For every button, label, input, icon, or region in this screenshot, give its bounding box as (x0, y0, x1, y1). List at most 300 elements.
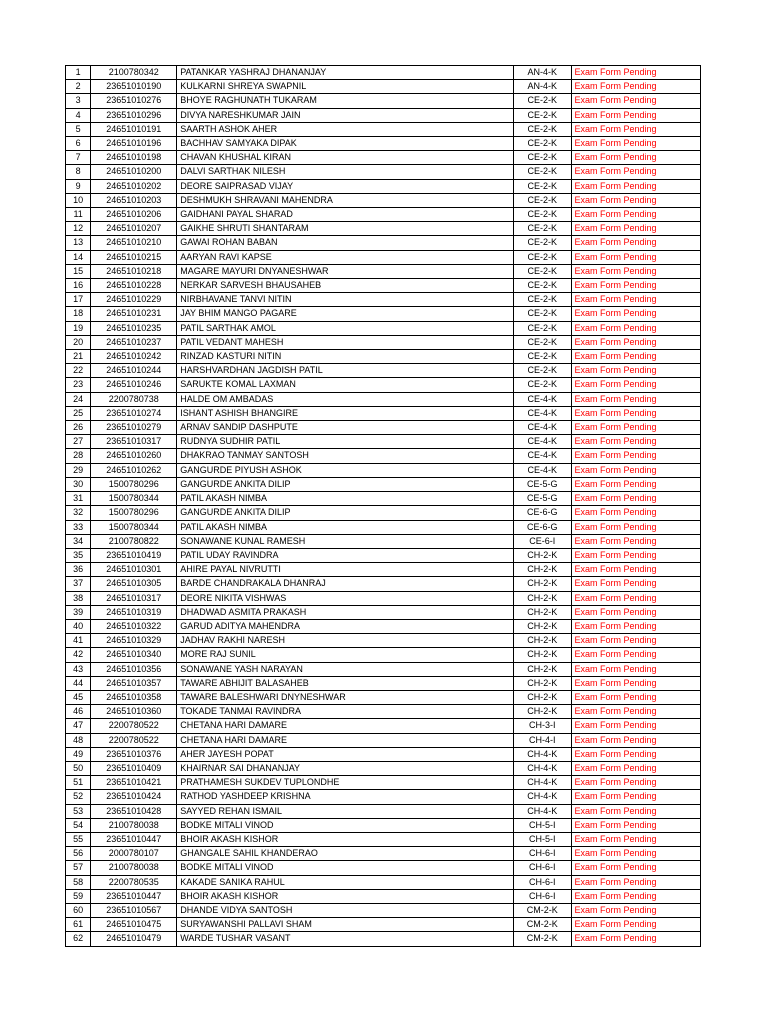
course-code-cell: CE-2-K (513, 165, 571, 179)
table-row (66, 790, 701, 804)
exam-status-cell: Exam Form Pending (571, 477, 700, 491)
enrollment-number-cell: 23651010317 (91, 435, 177, 449)
student-name-cell: DHADWAD ASMITA PRAKASH (177, 605, 514, 619)
serial-number-cell: 3 (66, 94, 91, 108)
enrollment-number-cell: 1500780344 (91, 520, 177, 534)
enrollment-number-cell: 24651010305 (91, 577, 177, 591)
course-code-cell: CM-2-K (513, 903, 571, 917)
course-code-cell: CH-5-I (513, 818, 571, 832)
table-row (66, 619, 701, 633)
enrollment-number-cell: 2200780738 (91, 392, 177, 406)
student-name-cell: GHANGALE SAHIL KHANDERAO (177, 847, 514, 861)
course-code-cell: CE-2-K (513, 378, 571, 392)
table-row (66, 634, 701, 648)
exam-status-cell: Exam Form Pending (571, 307, 700, 321)
exam-status-cell: Exam Form Pending (571, 335, 700, 349)
exam-status-cell: Exam Form Pending (571, 634, 700, 648)
table-row (66, 421, 701, 435)
enrollment-number-cell: 2100780822 (91, 534, 177, 548)
exam-status-cell: Exam Form Pending (571, 208, 700, 222)
course-code-cell: CE-4-K (513, 449, 571, 463)
serial-number-cell: 12 (66, 222, 91, 236)
enrollment-number-cell: 23651010296 (91, 108, 177, 122)
course-code-cell: CH-2-K (513, 676, 571, 690)
table-row (66, 165, 701, 179)
student-name-cell: AHIRE PAYAL NIVRUTTI (177, 563, 514, 577)
table-row (66, 449, 701, 463)
exam-status-cell: Exam Form Pending (571, 804, 700, 818)
serial-number-cell: 35 (66, 548, 91, 562)
exam-status-cell: Exam Form Pending (571, 165, 700, 179)
serial-number-cell: 41 (66, 634, 91, 648)
course-code-cell: CE-2-K (513, 236, 571, 250)
exam-status-cell: Exam Form Pending (571, 605, 700, 619)
serial-number-cell: 1 (66, 66, 91, 80)
serial-number-cell: 61 (66, 918, 91, 932)
enrollment-number-cell: 24651010358 (91, 690, 177, 704)
serial-number-cell: 57 (66, 861, 91, 875)
student-name-cell: WARDE TUSHAR VASANT (177, 932, 514, 946)
enrollment-number-cell: 2200780522 (91, 719, 177, 733)
exam-status-cell: Exam Form Pending (571, 790, 700, 804)
table-row (66, 577, 701, 591)
exam-status-cell: Exam Form Pending (571, 747, 700, 761)
exam-status-cell: Exam Form Pending (571, 236, 700, 250)
student-name-cell: DHANDE VIDYA SANTOSH (177, 903, 514, 917)
exam-status-cell: Exam Form Pending (571, 761, 700, 775)
table-body (66, 66, 701, 947)
serial-number-cell: 54 (66, 818, 91, 832)
exam-status-cell: Exam Form Pending (571, 108, 700, 122)
student-name-cell: BODKE MITALI VINOD (177, 818, 514, 832)
student-name-cell: BHOIR AKASH KISHOR (177, 889, 514, 903)
serial-number-cell: 19 (66, 321, 91, 335)
enrollment-number-cell: 24651010231 (91, 307, 177, 321)
enrollment-number-cell: 23651010447 (91, 889, 177, 903)
exam-status-cell: Exam Form Pending (571, 80, 700, 94)
enrollment-number-cell: 2000780107 (91, 847, 177, 861)
serial-number-cell: 40 (66, 619, 91, 633)
table-row (66, 108, 701, 122)
student-name-cell: PATANKAR YASHRAJ DHANANJAY (177, 66, 514, 80)
student-name-cell: BACHHAV SAMYAKA DIPAK (177, 137, 514, 151)
course-code-cell: AN-4-K (513, 80, 571, 94)
student-name-cell: TAWARE ABHIJIT BALASAHEB (177, 676, 514, 690)
serial-number-cell: 59 (66, 889, 91, 903)
enrollment-number-cell: 24651010357 (91, 676, 177, 690)
student-name-cell: PATIL SARTHAK AMOL (177, 321, 514, 335)
serial-number-cell: 37 (66, 577, 91, 591)
serial-number-cell: 16 (66, 279, 91, 293)
student-name-cell: GANGURDE ANKITA DILIP (177, 477, 514, 491)
table-row (66, 350, 701, 364)
exam-status-cell: Exam Form Pending (571, 932, 700, 946)
table-row (66, 548, 701, 562)
table-row (66, 818, 701, 832)
exam-status-cell: Exam Form Pending (571, 378, 700, 392)
serial-number-cell: 49 (66, 747, 91, 761)
table-row (66, 406, 701, 420)
enrollment-number-cell: 24651010198 (91, 151, 177, 165)
course-code-cell: CE-2-K (513, 321, 571, 335)
table-row (66, 832, 701, 846)
enrollment-number-cell: 23651010419 (91, 548, 177, 562)
table-row (66, 861, 701, 875)
student-name-cell: GAWAI ROHAN BABAN (177, 236, 514, 250)
course-code-cell: CE-6-G (513, 506, 571, 520)
serial-number-cell: 20 (66, 335, 91, 349)
course-code-cell: CH-4-K (513, 804, 571, 818)
exam-status-cell: Exam Form Pending (571, 548, 700, 562)
table-row (66, 918, 701, 932)
exam-status-cell: Exam Form Pending (571, 889, 700, 903)
course-code-cell: CE-5-G (513, 477, 571, 491)
student-name-cell: SARUKTE KOMAL LAXMAN (177, 378, 514, 392)
serial-number-cell: 15 (66, 264, 91, 278)
exam-status-cell: Exam Form Pending (571, 918, 700, 932)
serial-number-cell: 43 (66, 662, 91, 676)
course-code-cell: CE-2-K (513, 179, 571, 193)
serial-number-cell: 26 (66, 421, 91, 435)
serial-number-cell: 51 (66, 776, 91, 790)
table-row (66, 378, 701, 392)
enrollment-number-cell: 24651010191 (91, 122, 177, 136)
serial-number-cell: 55 (66, 832, 91, 846)
course-code-cell: CH-2-K (513, 662, 571, 676)
student-name-cell: PRATHAMESH SUKDEV TUPLONDHE (177, 776, 514, 790)
enrollment-number-cell: 2100780038 (91, 861, 177, 875)
table-row (66, 208, 701, 222)
enrollment-number-cell: 2200780522 (91, 733, 177, 747)
student-name-cell: MORE RAJ SUNIL (177, 648, 514, 662)
enrollment-number-cell: 24651010360 (91, 705, 177, 719)
course-code-cell: AN-4-K (513, 66, 571, 80)
student-name-cell: DEORE SAIPRASAD VIJAY (177, 179, 514, 193)
course-code-cell: CH-2-K (513, 648, 571, 662)
student-name-cell: PATIL AKASH NIMBA (177, 492, 514, 506)
student-name-cell: HARSHVARDHAN JAGDISH PATIL (177, 364, 514, 378)
serial-number-cell: 4 (66, 108, 91, 122)
enrollment-number-cell: 24651010210 (91, 236, 177, 250)
course-code-cell: CE-4-K (513, 392, 571, 406)
exam-status-cell: Exam Form Pending (571, 350, 700, 364)
exam-status-cell: Exam Form Pending (571, 577, 700, 591)
course-code-cell: CH-2-K (513, 634, 571, 648)
enrollment-number-cell: 24651010228 (91, 279, 177, 293)
student-name-cell: SURYAWANSHI PALLAVI SHAM (177, 918, 514, 932)
exam-status-cell: Exam Form Pending (571, 406, 700, 420)
enrollment-number-cell: 24651010322 (91, 619, 177, 633)
table-row (66, 80, 701, 94)
enrollment-number-cell: 24651010340 (91, 648, 177, 662)
course-code-cell: CH-4-I (513, 733, 571, 747)
serial-number-cell: 6 (66, 137, 91, 151)
enrollment-number-cell: 24651010218 (91, 264, 177, 278)
student-name-cell: NERKAR SARVESH BHAUSAHEB (177, 279, 514, 293)
table-row (66, 506, 701, 520)
enrollment-number-cell: 24651010262 (91, 463, 177, 477)
exam-status-cell: Exam Form Pending (571, 264, 700, 278)
course-code-cell: CH-2-K (513, 690, 571, 704)
exam-status-cell: Exam Form Pending (571, 193, 700, 207)
student-name-cell: MAGARE MAYURI DNYANESHWAR (177, 264, 514, 278)
serial-number-cell: 38 (66, 591, 91, 605)
exam-status-cell: Exam Form Pending (571, 847, 700, 861)
enrollment-number-cell: 23651010447 (91, 832, 177, 846)
serial-number-cell: 24 (66, 392, 91, 406)
table-row (66, 463, 701, 477)
course-code-cell: CE-2-K (513, 293, 571, 307)
serial-number-cell: 56 (66, 847, 91, 861)
course-code-cell: CH-4-K (513, 761, 571, 775)
table-row (66, 392, 701, 406)
enrollment-number-cell: 24651010235 (91, 321, 177, 335)
enrollment-number-cell: 24651010301 (91, 563, 177, 577)
student-name-cell: KAKADE SANIKA RAHUL (177, 875, 514, 889)
serial-number-cell: 62 (66, 932, 91, 946)
serial-number-cell: 29 (66, 463, 91, 477)
enrollment-number-cell: 23651010428 (91, 804, 177, 818)
course-code-cell: CE-6-G (513, 520, 571, 534)
table-row (66, 307, 701, 321)
student-name-cell: SAARTH ASHOK AHER (177, 122, 514, 136)
exam-status-cell: Exam Form Pending (571, 66, 700, 80)
exam-status-cell: Exam Form Pending (571, 648, 700, 662)
table-row (66, 776, 701, 790)
exam-status-cell: Exam Form Pending (571, 903, 700, 917)
serial-number-cell: 52 (66, 790, 91, 804)
table-row (66, 932, 701, 946)
table-row (66, 534, 701, 548)
student-name-cell: GANGURDE ANKITA DILIP (177, 506, 514, 520)
enrollment-number-cell: 24651010260 (91, 449, 177, 463)
course-code-cell: CH-3-I (513, 719, 571, 733)
student-name-cell: KULKARNI SHREYA SWAPNIL (177, 80, 514, 94)
enrollment-number-cell: 2100780342 (91, 66, 177, 80)
enrollment-number-cell: 24651010200 (91, 165, 177, 179)
enrollment-number-cell: 24651010229 (91, 293, 177, 307)
exam-status-cell: Exam Form Pending (571, 619, 700, 633)
student-name-cell: RINZAD KASTURI NITIN (177, 350, 514, 364)
course-code-cell: CH-6-I (513, 875, 571, 889)
enrollment-number-cell: 24651010207 (91, 222, 177, 236)
serial-number-cell: 44 (66, 676, 91, 690)
table-row (66, 804, 701, 818)
exam-status-cell: Exam Form Pending (571, 875, 700, 889)
exam-status-cell: Exam Form Pending (571, 719, 700, 733)
table-row (66, 591, 701, 605)
student-name-cell: DESHMUKH SHRAVANI MAHENDRA (177, 193, 514, 207)
course-code-cell: CH-2-K (513, 548, 571, 562)
serial-number-cell: 25 (66, 406, 91, 420)
enrollment-number-cell: 23651010409 (91, 761, 177, 775)
exam-status-cell: Exam Form Pending (571, 122, 700, 136)
enrollment-number-cell: 23651010190 (91, 80, 177, 94)
exam-status-cell: Exam Form Pending (571, 705, 700, 719)
exam-status-cell: Exam Form Pending (571, 676, 700, 690)
student-name-cell: PATIL UDAY RAVINDRA (177, 548, 514, 562)
student-name-cell: GANGURDE PIYUSH ASHOK (177, 463, 514, 477)
table-row (66, 335, 701, 349)
serial-number-cell: 9 (66, 179, 91, 193)
table-row (66, 179, 701, 193)
exam-status-cell: Exam Form Pending (571, 662, 700, 676)
serial-number-cell: 21 (66, 350, 91, 364)
enrollment-number-cell: 24651010246 (91, 378, 177, 392)
exam-status-cell: Exam Form Pending (571, 293, 700, 307)
course-code-cell: CE-2-K (513, 222, 571, 236)
table-row (66, 264, 701, 278)
serial-number-cell: 14 (66, 250, 91, 264)
table-row (66, 236, 701, 250)
enrollment-number-cell: 24651010203 (91, 193, 177, 207)
exam-status-cell: Exam Form Pending (571, 591, 700, 605)
serial-number-cell: 32 (66, 506, 91, 520)
course-code-cell: CH-6-I (513, 889, 571, 903)
course-code-cell: CH-6-I (513, 847, 571, 861)
enrollment-number-cell: 24651010244 (91, 364, 177, 378)
table-row (66, 94, 701, 108)
serial-number-cell: 34 (66, 534, 91, 548)
table-row (66, 761, 701, 775)
enrollment-number-cell: 24651010329 (91, 634, 177, 648)
serial-number-cell: 30 (66, 477, 91, 491)
course-code-cell: CH-2-K (513, 605, 571, 619)
table-row (66, 705, 701, 719)
exam-status-cell: Exam Form Pending (571, 534, 700, 548)
course-code-cell: CM-2-K (513, 918, 571, 932)
course-code-cell: CE-5-G (513, 492, 571, 506)
table-row (66, 492, 701, 506)
exam-status-cell: Exam Form Pending (571, 776, 700, 790)
course-code-cell: CE-2-K (513, 364, 571, 378)
exam-status-cell: Exam Form Pending (571, 94, 700, 108)
serial-number-cell: 8 (66, 165, 91, 179)
student-name-cell: CHETANA HARI DAMARE (177, 719, 514, 733)
enrollment-number-cell: 23651010567 (91, 903, 177, 917)
enrollment-number-cell: 24651010475 (91, 918, 177, 932)
exam-status-cell: Exam Form Pending (571, 832, 700, 846)
exam-status-cell: Exam Form Pending (571, 733, 700, 747)
enrollment-number-cell: 24651010202 (91, 179, 177, 193)
exam-status-cell: Exam Form Pending (571, 463, 700, 477)
table-row (66, 321, 701, 335)
student-name-cell: GARUD ADITYA MAHENDRA (177, 619, 514, 633)
serial-number-cell: 2 (66, 80, 91, 94)
table-row (66, 193, 701, 207)
student-name-cell: TAWARE BALESHWARI DNYNESHWAR (177, 690, 514, 704)
course-code-cell: CH-4-K (513, 790, 571, 804)
serial-number-cell: 17 (66, 293, 91, 307)
serial-number-cell: 53 (66, 804, 91, 818)
course-code-cell: CE-2-K (513, 193, 571, 207)
course-code-cell: CE-2-K (513, 137, 571, 151)
exam-status-cell: Exam Form Pending (571, 321, 700, 335)
student-name-cell: CHETANA HARI DAMARE (177, 733, 514, 747)
table-row (66, 847, 701, 861)
enrollment-number-cell: 24651010319 (91, 605, 177, 619)
course-code-cell: CH-2-K (513, 563, 571, 577)
course-code-cell: CE-2-K (513, 264, 571, 278)
table-row (66, 151, 701, 165)
exam-status-cell: Exam Form Pending (571, 492, 700, 506)
student-name-cell: BARDE CHANDRAKALA DHANRAJ (177, 577, 514, 591)
enrollment-number-cell: 24651010356 (91, 662, 177, 676)
exam-status-cell: Exam Form Pending (571, 435, 700, 449)
student-name-cell: ARNAV SANDIP DASHPUTE (177, 421, 514, 435)
enrollment-number-cell: 24651010317 (91, 591, 177, 605)
serial-number-cell: 50 (66, 761, 91, 775)
table-row (66, 733, 701, 747)
course-code-cell: CE-2-K (513, 350, 571, 364)
enrollment-number-cell: 24651010206 (91, 208, 177, 222)
course-code-cell: CE-2-K (513, 307, 571, 321)
course-code-cell: CH-2-K (513, 705, 571, 719)
serial-number-cell: 23 (66, 378, 91, 392)
enrollment-number-cell: 23651010279 (91, 421, 177, 435)
serial-number-cell: 60 (66, 903, 91, 917)
student-name-cell: NIRBHAVANE TANVI NITIN (177, 293, 514, 307)
student-name-cell: TOKADE TANMAI RAVINDRA (177, 705, 514, 719)
exam-status-cell: Exam Form Pending (571, 364, 700, 378)
exam-status-cell: Exam Form Pending (571, 563, 700, 577)
course-code-cell: CH-5-I (513, 832, 571, 846)
table-row (66, 279, 701, 293)
exam-status-cell: Exam Form Pending (571, 520, 700, 534)
table-row (66, 137, 701, 151)
serial-number-cell: 42 (66, 648, 91, 662)
enrollment-number-cell: 1500780296 (91, 477, 177, 491)
course-code-cell: CH-4-K (513, 747, 571, 761)
course-code-cell: CE-2-K (513, 279, 571, 293)
course-code-cell: CE-2-K (513, 335, 571, 349)
course-code-cell: CM-2-K (513, 932, 571, 946)
enrollment-number-cell: 24651010215 (91, 250, 177, 264)
enrollment-number-cell: 23651010376 (91, 747, 177, 761)
course-code-cell: CH-4-K (513, 776, 571, 790)
table-row (66, 676, 701, 690)
enrollment-number-cell: 24651010237 (91, 335, 177, 349)
table-row (66, 662, 701, 676)
table-row (66, 903, 701, 917)
serial-number-cell: 5 (66, 122, 91, 136)
serial-number-cell: 48 (66, 733, 91, 747)
enrollment-number-cell: 23651010421 (91, 776, 177, 790)
student-name-cell: GAIKHE SHRUTI SHANTARAM (177, 222, 514, 236)
student-name-cell: JADHAV RAKHI NARESH (177, 634, 514, 648)
enrollment-number-cell: 24651010196 (91, 137, 177, 151)
serial-number-cell: 11 (66, 208, 91, 222)
student-name-cell: JAY BHIM MANGO PAGARE (177, 307, 514, 321)
serial-number-cell: 58 (66, 875, 91, 889)
enrollment-number-cell: 1500780344 (91, 492, 177, 506)
exam-status-cell: Exam Form Pending (571, 449, 700, 463)
student-table (65, 65, 701, 947)
exam-status-cell: Exam Form Pending (571, 506, 700, 520)
serial-number-cell: 27 (66, 435, 91, 449)
exam-status-cell: Exam Form Pending (571, 179, 700, 193)
course-code-cell: CH-2-K (513, 591, 571, 605)
course-code-cell: CE-4-K (513, 463, 571, 477)
student-name-cell: HALDE OM AMBADAS (177, 392, 514, 406)
serial-number-cell: 46 (66, 705, 91, 719)
student-name-cell: DALVI SARTHAK NILESH (177, 165, 514, 179)
exam-status-cell: Exam Form Pending (571, 151, 700, 165)
course-code-cell: CH-6-I (513, 861, 571, 875)
exam-status-cell: Exam Form Pending (571, 818, 700, 832)
student-name-cell: SONAWANE YASH NARAYAN (177, 662, 514, 676)
student-name-cell: SONAWANE KUNAL RAMESH (177, 534, 514, 548)
